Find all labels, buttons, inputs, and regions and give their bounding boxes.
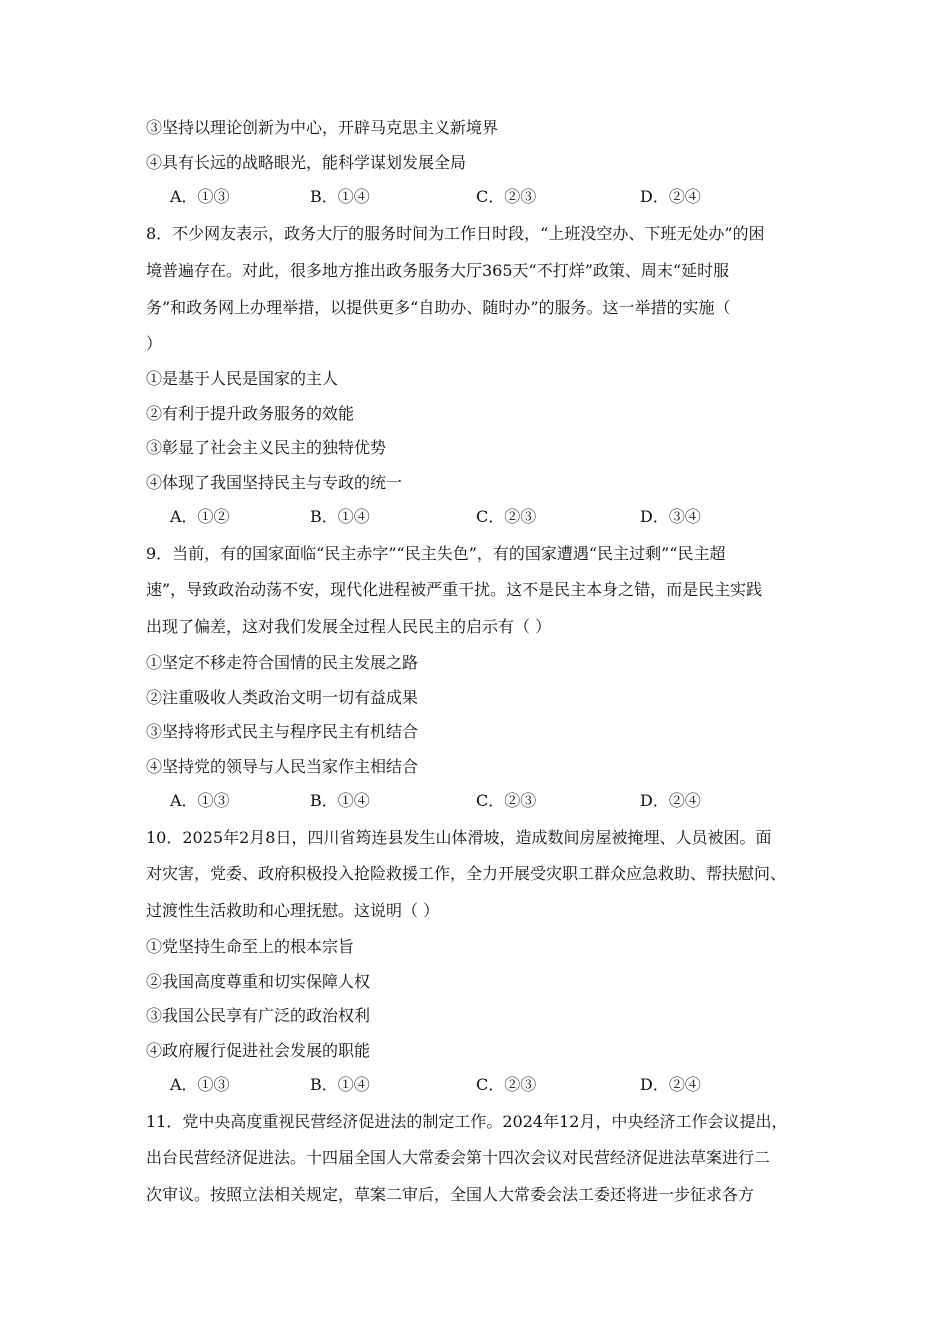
q8-options (170, 507, 730, 527)
q7-option-b[interactable]: B．①④ (310, 187, 370, 206)
q10-item-2: ②我国高度尊重和切实保障人权 (146, 972, 371, 991)
q10-stem-line-2: 对灾害，党委、政府积极投入抢险救援工作，全力开展受灾职工群众应急救助、帮扶慰问、 (146, 864, 787, 883)
q9-stem-line-2: 速”，导致政治动荡不安，现代化进程被严重干扰。这不是民主本身之错，而是民主实践 (146, 580, 763, 599)
q9-option-d[interactable]: D．②④ (640, 791, 701, 810)
q11-stem-line-3: 次审议。按照立法相关规定，草案二审后，全国人大常委会法工委还将进一步征求各方 (146, 1185, 755, 1204)
q9-stem-line-1: 9．当前，有的国家面临“民主赤字”“民主失色”，有的国家遭遇“民主过剩”“民主超 (146, 544, 726, 563)
q9-option-c[interactable]: C．②③ (476, 791, 537, 810)
q10-item-4: ④政府履行促进社会发展的职能 (146, 1041, 371, 1060)
q7-options (170, 187, 730, 207)
q8-item-4: ④体现了我国坚持民主与专政的统一 (146, 473, 403, 492)
q8-option-d[interactable]: D．③④ (640, 507, 701, 526)
q9-options (170, 791, 730, 811)
q9-item-3: ③坚持将形式民主与程序民主有机结合 (146, 722, 419, 741)
q8-stem-line-4: ） (146, 334, 163, 353)
q7-item-4: ④具有长远的战略眼光，能科学谋划发展全局 (146, 153, 467, 172)
q10-item-1: ①党坚持生命至上的根本宗旨 (146, 937, 355, 956)
q10-option-a[interactable]: A．①③ (170, 1075, 230, 1094)
q9-item-1: ①坚定不移走符合国情的民主发展之路 (146, 653, 419, 672)
q7-option-d[interactable]: D．②④ (640, 187, 701, 206)
q7-option-a[interactable]: A．①③ (170, 187, 230, 206)
q8-option-b[interactable]: B．①④ (310, 507, 370, 526)
q10-option-b[interactable]: B．①④ (310, 1075, 370, 1094)
q8-stem-line-1: 8．不少网友表示，政务大厅的服务时间为工作日时段，“上班没空办、下班无处办”的困 (146, 224, 765, 243)
q10-options (170, 1075, 730, 1095)
q9-option-b[interactable]: B．①④ (310, 791, 370, 810)
q8-option-a[interactable]: A．①② (170, 507, 230, 526)
q8-item-1: ①是基于人民是国家的主人 (146, 369, 339, 388)
q7-item-3: ③坚持以理论创新为中心，开辟马克思主义新境界 (146, 118, 499, 137)
q8-stem-line-3: 务”和政务网上办理举措，以提供更多“自助办、随时办”的服务。这一举措的实施（ (146, 298, 731, 317)
q10-item-3: ③我国公民享有广泛的政治权利 (146, 1006, 371, 1025)
q11-stem-line-2: 出台民营经济促进法。十四届全国人大常委会第十四次会议对民营经济促进法草案进行二 (146, 1148, 771, 1167)
q10-stem-line-1: 10．2025年2月8日，四川省筠连县发生山体滑坡，造成数间房屋被掩埋、人员被困。面 (146, 828, 772, 847)
q10-stem-line-3: 过渡性生活救助和心理抚慰。这说明（ ） (146, 901, 440, 920)
q9-stem-line-3: 出现了偏差，这对我们发展全过程人民民主的启示有（ ） (146, 617, 552, 636)
q10-option-c[interactable]: C．②③ (476, 1075, 537, 1094)
q10-option-d[interactable]: D．②④ (640, 1075, 701, 1094)
q8-stem-line-2: 境普遍存在。对此，很多地方推出政务服务大厅365天“不打烊”政策、周末“延时服 (146, 261, 730, 280)
q9-option-a[interactable]: A．①③ (170, 791, 230, 810)
q9-item-2: ②注重吸收人类政治文明一切有益成果 (146, 688, 419, 707)
q9-item-4: ④坚持党的领导与人民当家作主相结合 (146, 757, 419, 776)
q8-option-c[interactable]: C．②③ (476, 507, 537, 526)
q11-stem-line-1: 11．党中央高度重视民营经济促进法的制定工作。2024年12月，中央经济工作会议提出， (146, 1112, 788, 1131)
q7-option-c[interactable]: C．②③ (476, 187, 537, 206)
q8-item-3: ③彰显了社会主义民主的独特优势 (146, 438, 387, 457)
q8-item-2: ②有利于提升政务服务的效能 (146, 404, 355, 423)
